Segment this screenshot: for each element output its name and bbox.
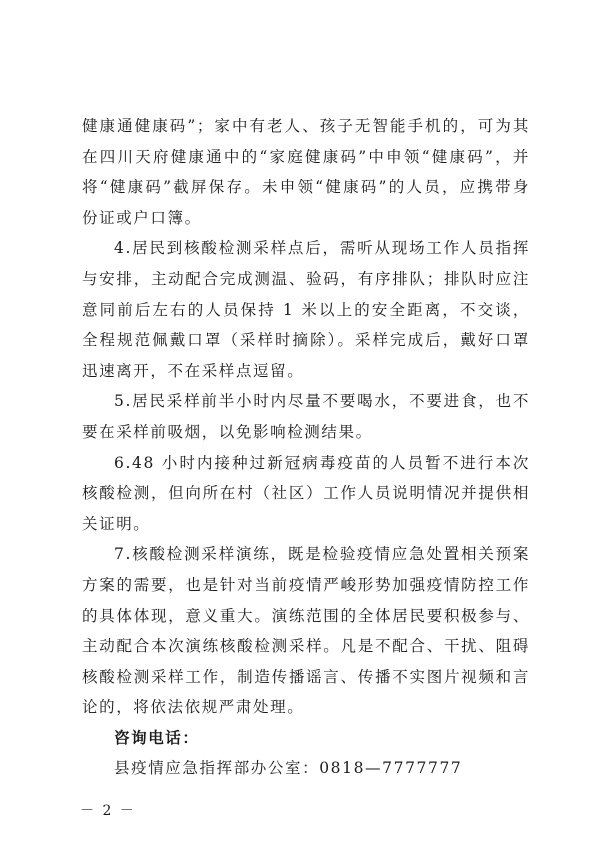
paragraph-item-6: 6.48 小时内接种过新冠病毒疫苗的人员暂不进行本次核酸检测，但向所在村（社区）工作人员说明情况并提供相关证明。 [82, 453, 530, 533]
paragraph-item-7: 7.核酸检测采样演练，既是检验疫情应急处置相关预案方案的需要，也是针对当前疫情严峻形势加强疫情防控工作的具体体现，意义重大。演练范围的全体居民要积极参与、主动配合本次演练核酸检测采样。凡是不配合、干扰、阻碍核酸检测采样工作，制造传播谣言、传播不实图片视频和言论的，将依法依规严肃处理。 [82, 545, 530, 717]
paragraph-item-4: 4.居民到核酸检测采样点后，需听从现场工作人员指挥与安排，主动配合完成测温、验码，有序排队；排队时应注意同前后左右的人员保持 1 米以上的安全距离，不交谈，全程规范佩戴口罩（采样时摘除）。采样完成后，戴好口罩迅速离开，不在采样点逗留。 [82, 239, 530, 380]
paragraph-item-5: 5.居民采样前半小时内尽量不要喝水，不要进食，也不要在采样前吸烟，以免影响检测结果。 [82, 392, 530, 441]
contact-phone-line: 县疫情应急指挥部办公室：0818—7777777 [114, 759, 463, 778]
document-body [82, 111, 530, 784]
paragraph-continuation: 健康通健康码”；家中有老人、孩子无智能手机的，可为其在四川天府健康通中的“家庭健康码”中申领“健康码”，并将“健康码”截屏保存。未申领“健康码”的人员，应携带身份证或户口簿。 [82, 117, 530, 227]
contact-title: 咨询电话： [114, 728, 200, 747]
page-number: － 2 － [80, 803, 136, 819]
